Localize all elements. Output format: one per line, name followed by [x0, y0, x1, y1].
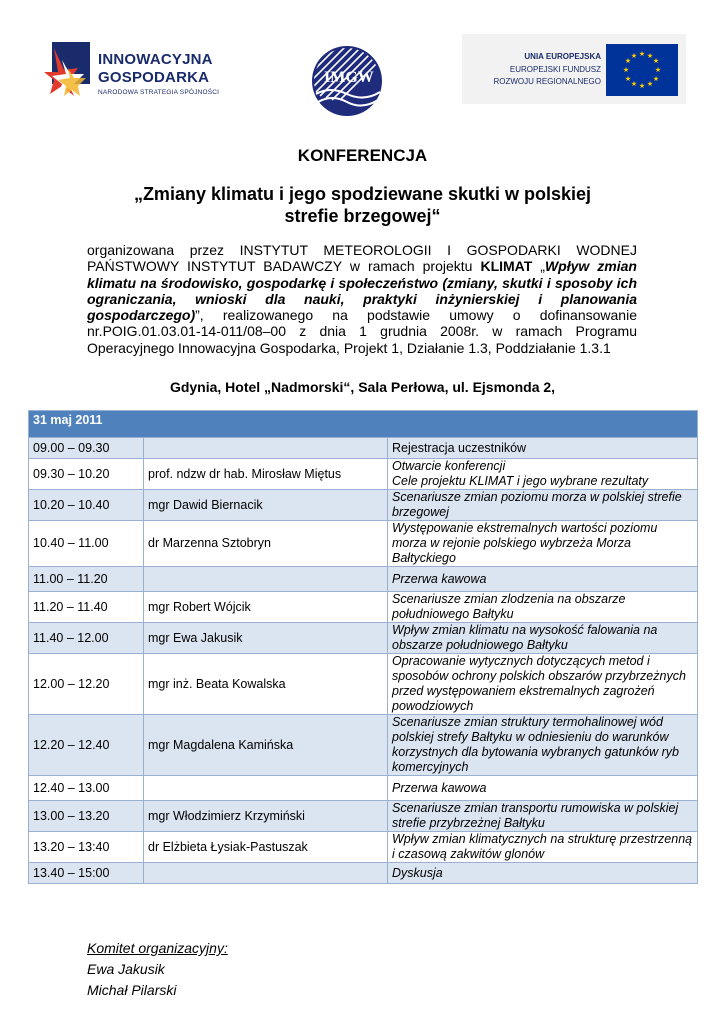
schedule-topic: Rejestracja uczestników — [388, 438, 698, 459]
schedule-row — [29, 654, 698, 715]
schedule-speaker: mgr inż. Beata Kowalska — [144, 654, 388, 715]
ig-logo-line3: NARODOWA STRATEGIA SPÓJNOŚCI — [98, 89, 220, 96]
svg-text:★: ★ — [638, 82, 646, 90]
schedule-row — [29, 521, 698, 567]
conference-title-line1: „Zmiany klimatu i jego spodziewane skutki w polskiej — [133, 184, 592, 204]
venue: Gdynia, Hotel „Nadmorski“, Sala Perłowa, ul. Ejsmonda 2, — [169, 379, 556, 395]
schedule-time: 12.20 – 12.40 — [29, 715, 144, 776]
project-name: KLIMAT — [480, 258, 533, 275]
project-title: Wpływ zmian klimatu na środowisko, gospodarkę i społeczeństwo (zmiany, skutki i sposoby ich ograniczania, wnioski dla nauki, praktyki inżynierskiej i planowania gospodarczego) — [87, 258, 637, 324]
schedule-table — [28, 410, 698, 884]
innowacyjna-gospodarka-logo — [44, 38, 254, 108]
schedule-row — [29, 863, 698, 884]
schedule-speaker: mgr Magdalena Kamińska — [144, 715, 388, 776]
eu-logo-line2: EUROPEJSKI FUNDUSZ — [509, 65, 601, 74]
schedule-speaker — [144, 567, 388, 592]
committee-heading: Komitet organizacyjny: — [87, 940, 228, 956]
schedule-speaker — [144, 438, 388, 459]
schedule-speaker — [144, 863, 388, 884]
schedule-time: 12.40 – 13.00 — [29, 776, 144, 801]
schedule-time: 11.00 – 11.20 — [29, 567, 144, 592]
svg-text:★: ★ — [646, 52, 654, 60]
schedule-time: 10.20 – 10.40 — [29, 490, 144, 521]
intro-text-1: organizowana przez INSTYTUT METEOROLOGII I GOSPODARKI WODNEJ PAŃSTWOWY INSTYTUT BADAWCZY w ramach projektu — [87, 242, 637, 275]
schedule-row — [29, 567, 698, 592]
schedule-speaker: dr Elżbieta Łysiak-Pastuszak — [144, 832, 388, 863]
schedule-topic: Przerwa kawowa — [388, 776, 698, 801]
schedule-row — [29, 801, 698, 832]
schedule-date: 31 maj 2011 — [29, 411, 698, 438]
svg-text:★: ★ — [652, 57, 660, 65]
schedule-topic: Scenariusze zmian struktury termohalinowej wód polskiej strefy Bałtyku w odniesieniu do warunków korzystnych dla bytowania wybranych gatunków ryb komercyjnych — [388, 715, 698, 776]
schedule-topic: Występowanie ekstremalnych wartości poziomu morza w rejonie polskiego wybrzeża Morza Bałtyckiego — [388, 521, 698, 567]
eu-logo-line3: ROZWOJU REGIONALNEGO — [493, 77, 601, 86]
schedule-speaker: dr Marzenna Sztobryn — [144, 521, 388, 567]
schedule-time: 13.20 – 13:40 — [29, 832, 144, 863]
schedule-topic: Otwarcie konferencji Cele projektu KLIMAT i jego wybrane rezultaty — [388, 459, 698, 490]
svg-text:★: ★ — [622, 66, 630, 74]
schedule-row — [29, 776, 698, 801]
schedule-topic: Scenariusze zmian zlodzenia na obszarze południowego Bałtyku — [388, 592, 698, 623]
schedule-time: 10.40 – 11.00 — [29, 521, 144, 567]
committee-member: Michał Pilarski — [87, 982, 177, 998]
imgw-logo-text: IMGW — [324, 69, 374, 86]
schedule-row — [29, 715, 698, 776]
eu-logo — [462, 34, 686, 104]
imgw-logo — [310, 44, 384, 118]
schedule-speaker: prof. ndzw dr hab. Mirosław Miętus — [144, 459, 388, 490]
conference-title-line2: strefie brzegowej“ — [284, 206, 441, 226]
svg-text:★: ★ — [624, 75, 632, 83]
intro-paragraph — [87, 242, 637, 356]
intro-text-3: ”, realizowanego na podstawie umowy o dofinansowanie nr.POIG.01.03.01-14-011/08–00 z dnia 1 grudnia 2008r. w ramach Programu Operacyjnego Innowacyjna Gospodarka, Projekt 1, Działanie 1.3, Poddziałanie 1.3.1 — [87, 307, 637, 356]
schedule-row — [29, 459, 698, 490]
committee-member: Ewa Jakusik — [87, 961, 165, 977]
schedule-time: 12.00 – 12.20 — [29, 654, 144, 715]
schedule-topic: Dyskusja — [388, 863, 698, 884]
schedule-topic: Opracowanie wytycznych dotyczących metod i sposobów ochrony polskich obszarów przybrzeżnych przed występowaniem ekstremalnych zagrożeń powodziowych — [388, 654, 698, 715]
schedule-time: 09.00 – 09.30 — [29, 438, 144, 459]
conference-label: KONFERENCJA — [297, 146, 428, 165]
schedule-topic: Wpływ zmian klimatu na wysokość falowania na obszarze południowego Bałtyku — [388, 623, 698, 654]
ig-star-icon — [44, 38, 96, 100]
schedule-row — [29, 832, 698, 863]
organizing-committee — [87, 938, 228, 1001]
eu-flag-icon — [606, 44, 678, 96]
svg-text:★: ★ — [630, 80, 638, 88]
schedule-row — [29, 623, 698, 654]
schedule-date-row — [29, 411, 698, 438]
svg-text:★: ★ — [630, 52, 638, 60]
schedule-speaker: mgr Dawid Biernacik — [144, 490, 388, 521]
schedule-speaker: mgr Włodzimierz Krzymiński — [144, 801, 388, 832]
schedule-time: 11.20 – 11.40 — [29, 592, 144, 623]
schedule-time: 13.40 – 15:00 — [29, 863, 144, 884]
svg-text:★: ★ — [646, 80, 654, 88]
ig-logo-line1: INNOWACYJNA — [98, 51, 213, 68]
schedule-speaker — [144, 776, 388, 801]
ig-logo-line2: GOSPODARKA — [98, 69, 210, 86]
schedule-time: 13.00 – 13.20 — [29, 801, 144, 832]
schedule-time: 11.40 – 12.00 — [29, 623, 144, 654]
schedule-speaker: mgr Robert Wójcik — [144, 592, 388, 623]
svg-text:★: ★ — [652, 75, 660, 83]
intro-text-2: „ — [532, 258, 545, 275]
schedule-row — [29, 592, 698, 623]
schedule-row — [29, 438, 698, 459]
schedule-topic: Przerwa kawowa — [388, 567, 698, 592]
svg-text:★: ★ — [624, 57, 632, 65]
schedule-topic: Wpływ zmian klimatycznych na strukturę przestrzenną i czasową zakwitów glonów — [388, 832, 698, 863]
svg-text:★: ★ — [654, 66, 662, 74]
schedule-topic: Scenariusze zmian poziomu morza w polskiej strefie brzegowej — [388, 490, 698, 521]
schedule-time: 09.30 – 10.20 — [29, 459, 144, 490]
svg-text:★: ★ — [638, 50, 646, 58]
schedule-speaker: mgr Ewa Jakusik — [144, 623, 388, 654]
schedule-topic: Scenariusze zmian transportu rumowiska w polskiej strefie przybrzeżnej Bałtyku — [388, 801, 698, 832]
schedule-row — [29, 490, 698, 521]
eu-logo-line1: UNIA EUROPEJSKA — [524, 52, 601, 61]
